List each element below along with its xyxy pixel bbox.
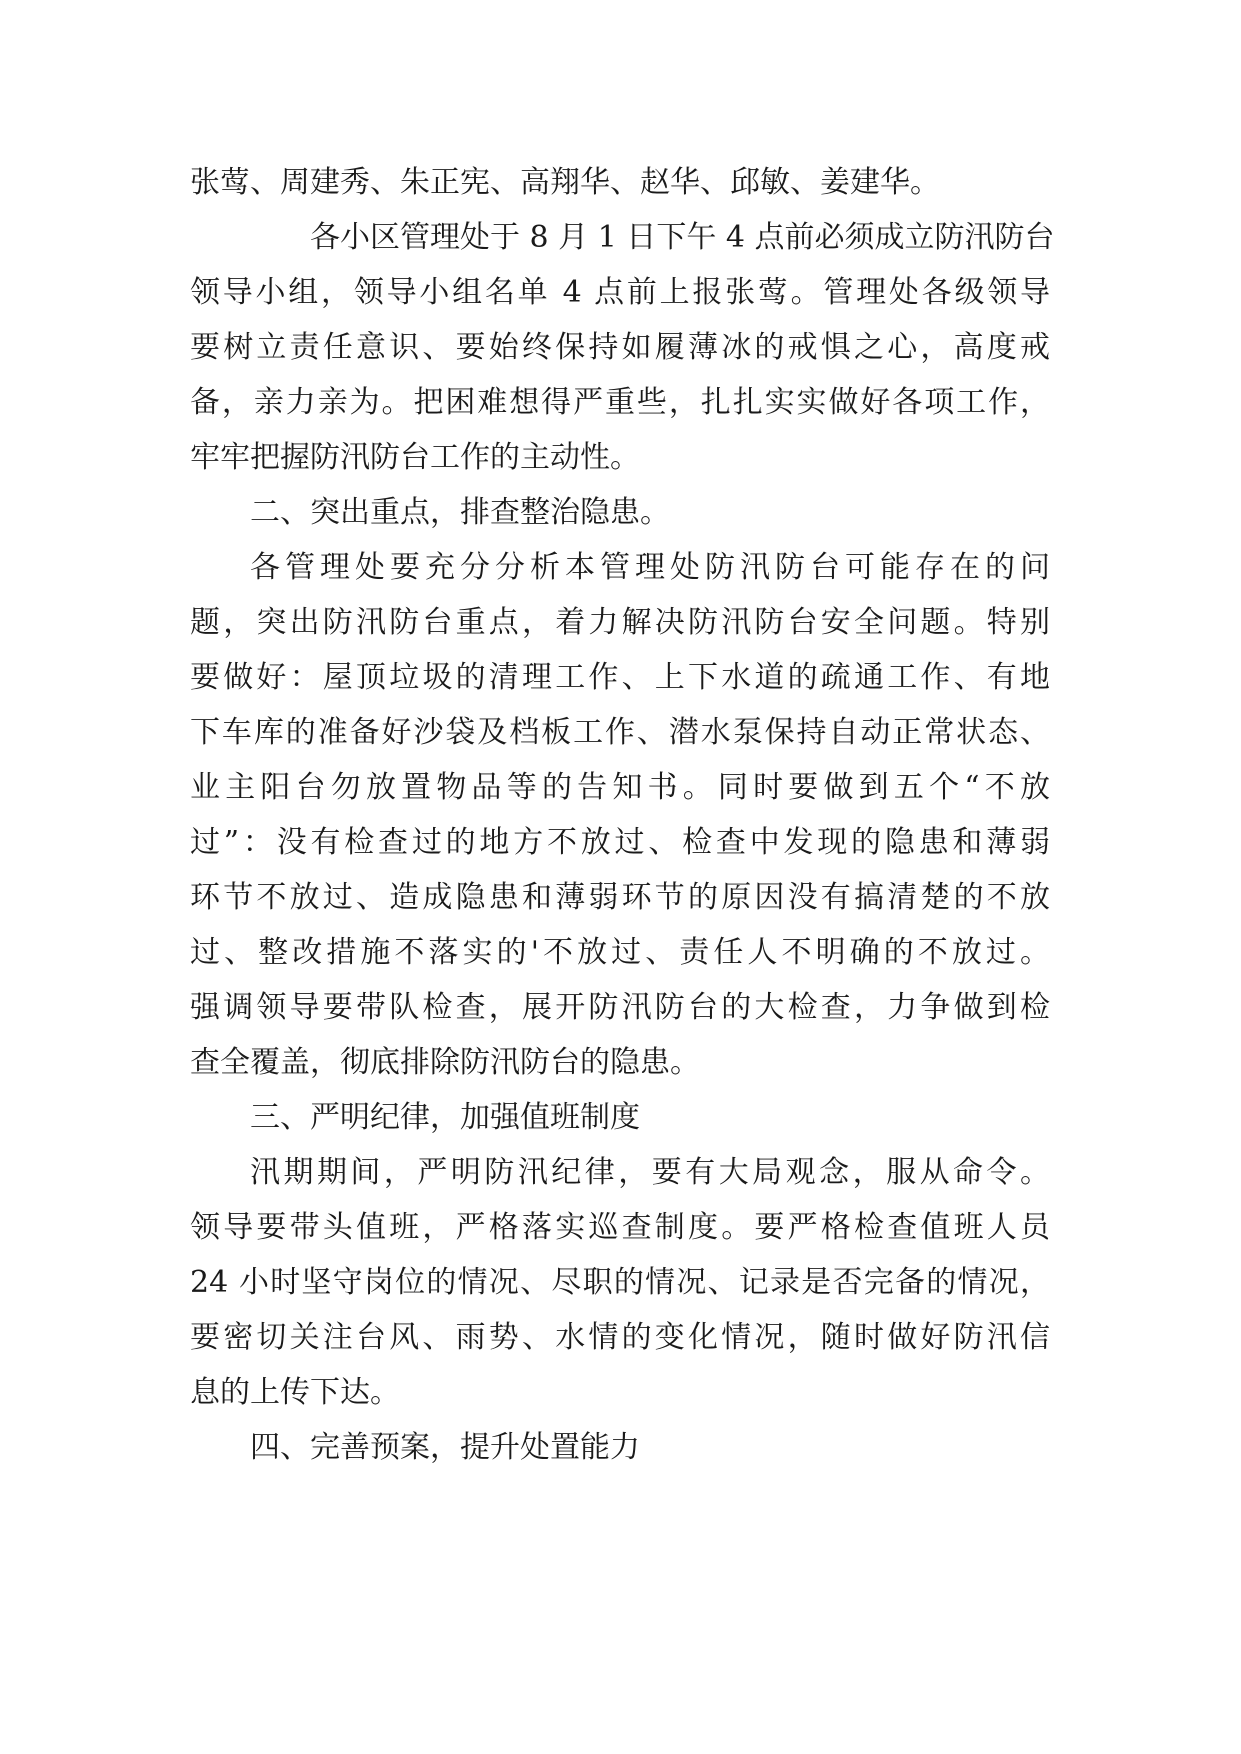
text-line: 牢牢把握防汛防台工作的主动性。 — [190, 440, 640, 475]
document-body — [190, 155, 1055, 1475]
text-line: 备，亲力亲为。把困难想得严重些，扎扎实实做好各项工作， — [190, 385, 1050, 420]
text-line: 环节不放过、造成隐患和薄弱环节的原因没有搞清楚的不放 — [190, 880, 1050, 915]
paragraph-member-list — [190, 155, 1050, 210]
paragraph-duty-discipline — [190, 1145, 1050, 1420]
text-line: 下车库的准备好沙袋及档板工作、潜水泵保持自动正常状态、 — [190, 715, 1050, 750]
section-heading-3 — [190, 1090, 1050, 1145]
heading-text: 三、严明纪律，加强值班制度 — [250, 1100, 640, 1135]
heading-text: 二、突出重点，排查整治隐患。 — [250, 495, 670, 530]
paragraph-leadership-group — [190, 210, 1055, 485]
text-line: 领导要带头值班，严格落实巡查制度。要严格检查值班人员 — [190, 1210, 1050, 1245]
text-line: 要做好：屋顶垃圾的清理工作、上下水道的疏通工作、有地 — [190, 660, 1050, 695]
text-line: 汛期期间，严明防汛纪律，要有大局观念，服从命令。 — [250, 1155, 1050, 1190]
text-line: 各管理处要充分分析本管理处防汛防台可能存在的问 — [250, 550, 1050, 585]
text-line: 查全覆盖，彻底排除防汛防台的隐患。 — [190, 1045, 700, 1080]
text-line: 题，突出防汛防台重点，着力解决防汛防台安全问题。特别 — [190, 605, 1050, 640]
text-line: 张莺、周建秀、朱正宪、高翔华、赵华、邱敏、姜建华。 — [190, 165, 940, 200]
paragraph-hazard-inspection — [190, 540, 1050, 1090]
section-heading-4 — [190, 1420, 1050, 1475]
section-heading-2 — [190, 485, 1050, 540]
text-line: 过、整改措施不落实的'不放过、责任人不明确的不放过。 — [190, 935, 1050, 970]
text-line: 息的上传下达。 — [190, 1375, 400, 1410]
text-line: 各小区管理处于 8 月 1 日下午 4 点前必须成立防汛防台 — [310, 220, 1055, 255]
text-line: 强调领导要带队检查，展开防汛防台的大检查，力争做到检 — [190, 990, 1050, 1025]
text-line: 要树立责任意识、要始终保持如履薄冰的戒惧之心，高度戒 — [190, 330, 1050, 365]
text-line: 24 小时坚守岗位的情况、尽职的情况、记录是否完备的情况， — [190, 1265, 1050, 1300]
text-line: 要密切关注台风、雨势、水情的变化情况，随时做好防汛信 — [190, 1320, 1050, 1355]
text-line: 过”：没有检查过的地方不放过、检查中发现的隐患和薄弱 — [190, 825, 1050, 860]
text-line: 业主阳台勿放置物品等的告知书。同时要做到五个“不放 — [190, 770, 1050, 805]
heading-text: 四、完善预案，提升处置能力 — [250, 1430, 640, 1465]
text-line: 领导小组，领导小组名单 4 点前上报张莺。管理处各级领导 — [190, 275, 1050, 310]
